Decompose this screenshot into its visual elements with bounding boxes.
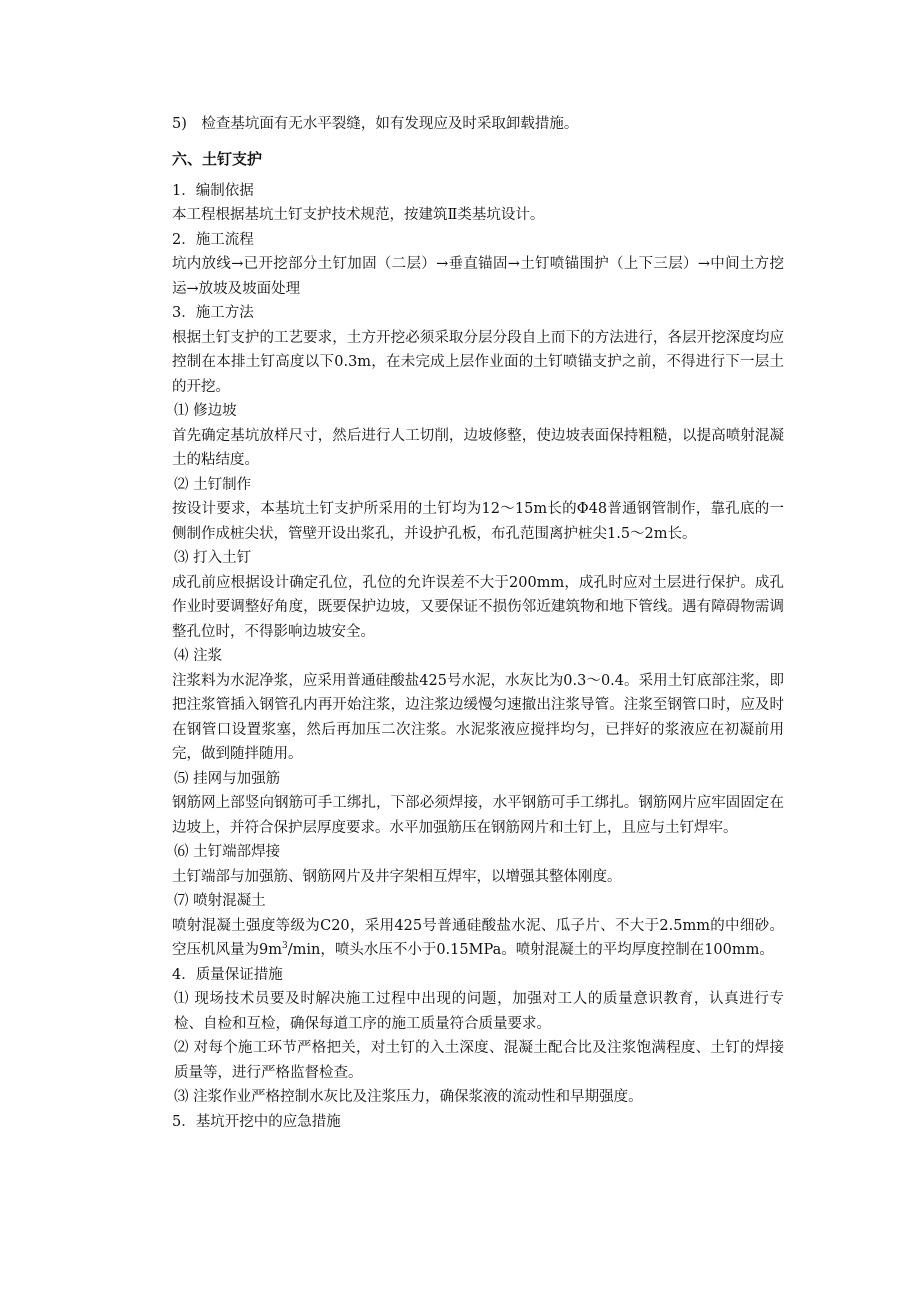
quality-1: ⑴ 现场技术员要及时解决施工过程中出现的问题，加强对工人的质量意识教育，认真进行专检、自检和互检，确保每道工序的施工质量符合质量要求。	[174, 991, 784, 1032]
method-2-body: 按设计要求，本基坑土钉支护所采用的土钉均为12～15m长的Φ48普通钢管制作，靠孔底的一侧制作成桩尖状，管壁开设出浆孔，并设护孔板，布孔范围离护桩尖1.5～2m长。	[172, 501, 784, 542]
method-3-title: ⑶ 打入土钉	[174, 550, 252, 566]
subsection-2-title: 2．施工流程	[172, 231, 254, 248]
method-7-body-part-b: /min，喷头水压不小于0.15MPa。喷射混凝土的平均厚度控制在100mm。	[287, 942, 774, 958]
subsection-1-body: 本工程根据基坑土钉支护技术规范，按建筑Ⅱ类基坑设计。	[172, 207, 545, 223]
quality-3: ⑶ 注浆作业严格控制水灰比及注浆压力，确保浆液的流动性和早期强度。	[174, 1089, 643, 1105]
method-7-body-part-a: 喷射混凝土强度等级为C20，采用425号普通硅酸盐水泥、瓜子片、不大于2.5mm的中细砂。空压机风量为9m	[172, 917, 784, 958]
method-4-body: 注浆料为水泥净浆，应采用普通硅酸盐425号水泥，水灰比为0.3～0.4。采用土钉底部注浆，即把注浆管插入钢管孔内再开始注浆，边注浆边缓慢匀速撤出注浆导管。注浆至钢管口时，应及时在钢管口设置浆塞，然后再加压二次注浆。水泥浆液应搅拌均匀，已拌好的浆液应在初凝前用完，做到随拌随用。	[172, 672, 784, 762]
method-3-body: 成孔前应根据设计确定孔位，孔位的允许误差不大于200mm，成孔时应对土层进行保护。成孔作业时要调整好角度，既要保护边坡，又要保证不损伤邻近建筑物和地下管线。遇有障碍物需调整孔位时，不得影响边坡安全。	[172, 574, 784, 640]
method-7-body	[172, 914, 784, 963]
method-1-title: ⑴ 修边坡	[174, 403, 237, 419]
method-6-body: 土钉端部与加强筋、钢筋网片及井字架相互焊牢，以增强其整体刚度。	[172, 868, 622, 885]
method-7-body-superscript: 3	[281, 941, 288, 952]
method-7-title: ⑺ 喷射混凝土	[174, 893, 266, 909]
item-5-text: 5) 检查基坑面有无水平裂缝，如有发现应及时采取卸载措施。	[172, 116, 579, 132]
document-page	[172, 112, 784, 1134]
method-4-title: ⑷ 注浆	[174, 648, 223, 664]
method-5-title: ⑸ 挂网与加强筋	[174, 770, 281, 787]
subsection-3-body: 根据土钉支护的工艺要求，土方开挖必须采取分层分段自上而下的方法进行，各层开挖深度均应控制在本排土钉高度以下0.3m，在未完成上层作业面的土钉喷锚支护之前，不得进行下一层土的开挖。	[172, 329, 784, 395]
subsection-5-title: 5．基坑开挖中的应急措施	[172, 1113, 341, 1130]
method-1-body: 首先确定基坑放样尺寸，然后进行人工切削，边坡修整，使边坡表面保持粗糙，以提高喷射混凝土的粘结度。	[172, 427, 784, 468]
method-5-body: 钢筋网上部竖向钢筋可手工绑扎，下部必须焊接，水平钢筋可手工绑扎。钢筋网片应牢固固定在边坡上，并符合保护层厚度要求。水平加强筋压在钢筋网片和土钉上，且应与土钉焊牢。	[172, 795, 784, 836]
subsection-4-title: 4．质量保证措施	[172, 966, 283, 983]
subsection-3-title: 3．施工方法	[172, 305, 254, 321]
subsection-2-body: 坑内放线→已开挖部分土钉加固（二层）→垂直锚固→土钉喷锚围护（上下三层）→中间土方挖运→放坡及坡面处理	[172, 256, 784, 297]
section-title: 六、土钉支护	[172, 149, 263, 168]
method-2-title: ⑵ 土钉制作	[174, 476, 252, 493]
method-6-title: ⑹ 土钉端部焊接	[174, 844, 281, 860]
subsection-1-title: 1．编制依据	[172, 182, 254, 199]
quality-2: ⑵ 对每个施工环节严格把关，对土钉的入土深度、混凝土配合比及注浆饱满程度、土钉的焊接质量等，进行严格监督检查。	[174, 1040, 784, 1081]
